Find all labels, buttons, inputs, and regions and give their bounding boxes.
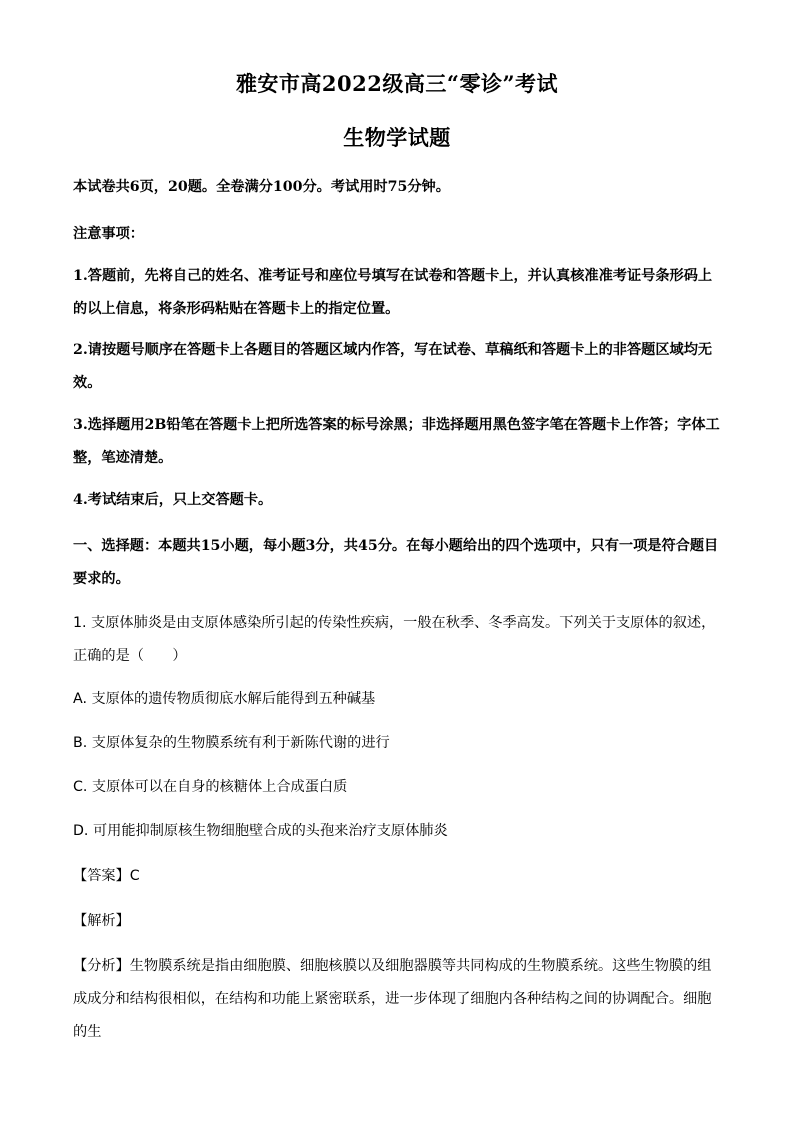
notice-item-3: 3.选择题用2B铅笔在答题卡上把所选答案的标号涂黑；非选择题用黑色签字笔在答题卡上作答；字体工整，笔迹清楚。 (73, 417, 720, 466)
notice-item-1: 1.答题前，先将自己的姓名、准考证号和座位号填写在试卷和答题卡上，并认真核准准考证号条形码上的以上信息，将条形码粘贴在答题卡上的指定位置。 (73, 268, 713, 317)
answer-label: 【答案】 (73, 868, 130, 884)
option-b: B. 支原体复杂的生物膜系统有利于新陈代谢的进行 (73, 735, 390, 751)
page-title: 雅安市高2022级高三“零诊”考试 (235, 71, 559, 96)
analysis-tag: 【分析】 (73, 958, 130, 974)
answer-line (73, 860, 725, 893)
notice-item-4: 4.考试结束后，只上交答题卡。 (73, 492, 273, 508)
exam-intro: 本试卷共6页，20题。全卷满分100分。考试用时75分钟。 (73, 179, 450, 195)
answer-value: C (129, 868, 140, 884)
question-stem: 1. 支原体肺炎是由支原体感染所引起的传染性疾病，一般在秋季、冬季高发。下列关于支原体的叙述，正确的是（ ） (73, 615, 716, 664)
page-subtitle: 生物学试题 (343, 125, 451, 150)
analysis-text: 生物膜系统是指由细胞膜、细胞核膜以及细胞器膜等共同构成的生物膜系统。这些生物膜的组成成分和结构很相似，在结构和功能上紧密联系，进一步体现了细胞内各种结构之间的协调配合。细胞的生 (73, 958, 712, 1040)
notice-item-2: 2.请按题号顺序在答题卡上各题目的答题区域内作答，写在试卷、草稿纸和答题卡上的非答题区域均无效。 (73, 342, 713, 391)
option-c: C. 支原体可以在自身的核糖体上合成蛋白质 (73, 779, 348, 795)
notice-heading: 注意事项： (73, 226, 144, 242)
section-heading: 一、选择题：本题共15小题，每小题3分，共45分。在每小题给出的四个选项中，只有一项是符合题目要求的。 (73, 538, 719, 587)
option-d: D. 可用能抑制原核生物细胞壁合成的头孢来治疗支原体肺炎 (73, 823, 448, 839)
analysis-paragraph (73, 950, 725, 1049)
analysis-label: 【解析】 (73, 913, 130, 929)
option-a: A. 支原体的遗传物质彻底水解后能得到五种碱基 (73, 691, 376, 707)
